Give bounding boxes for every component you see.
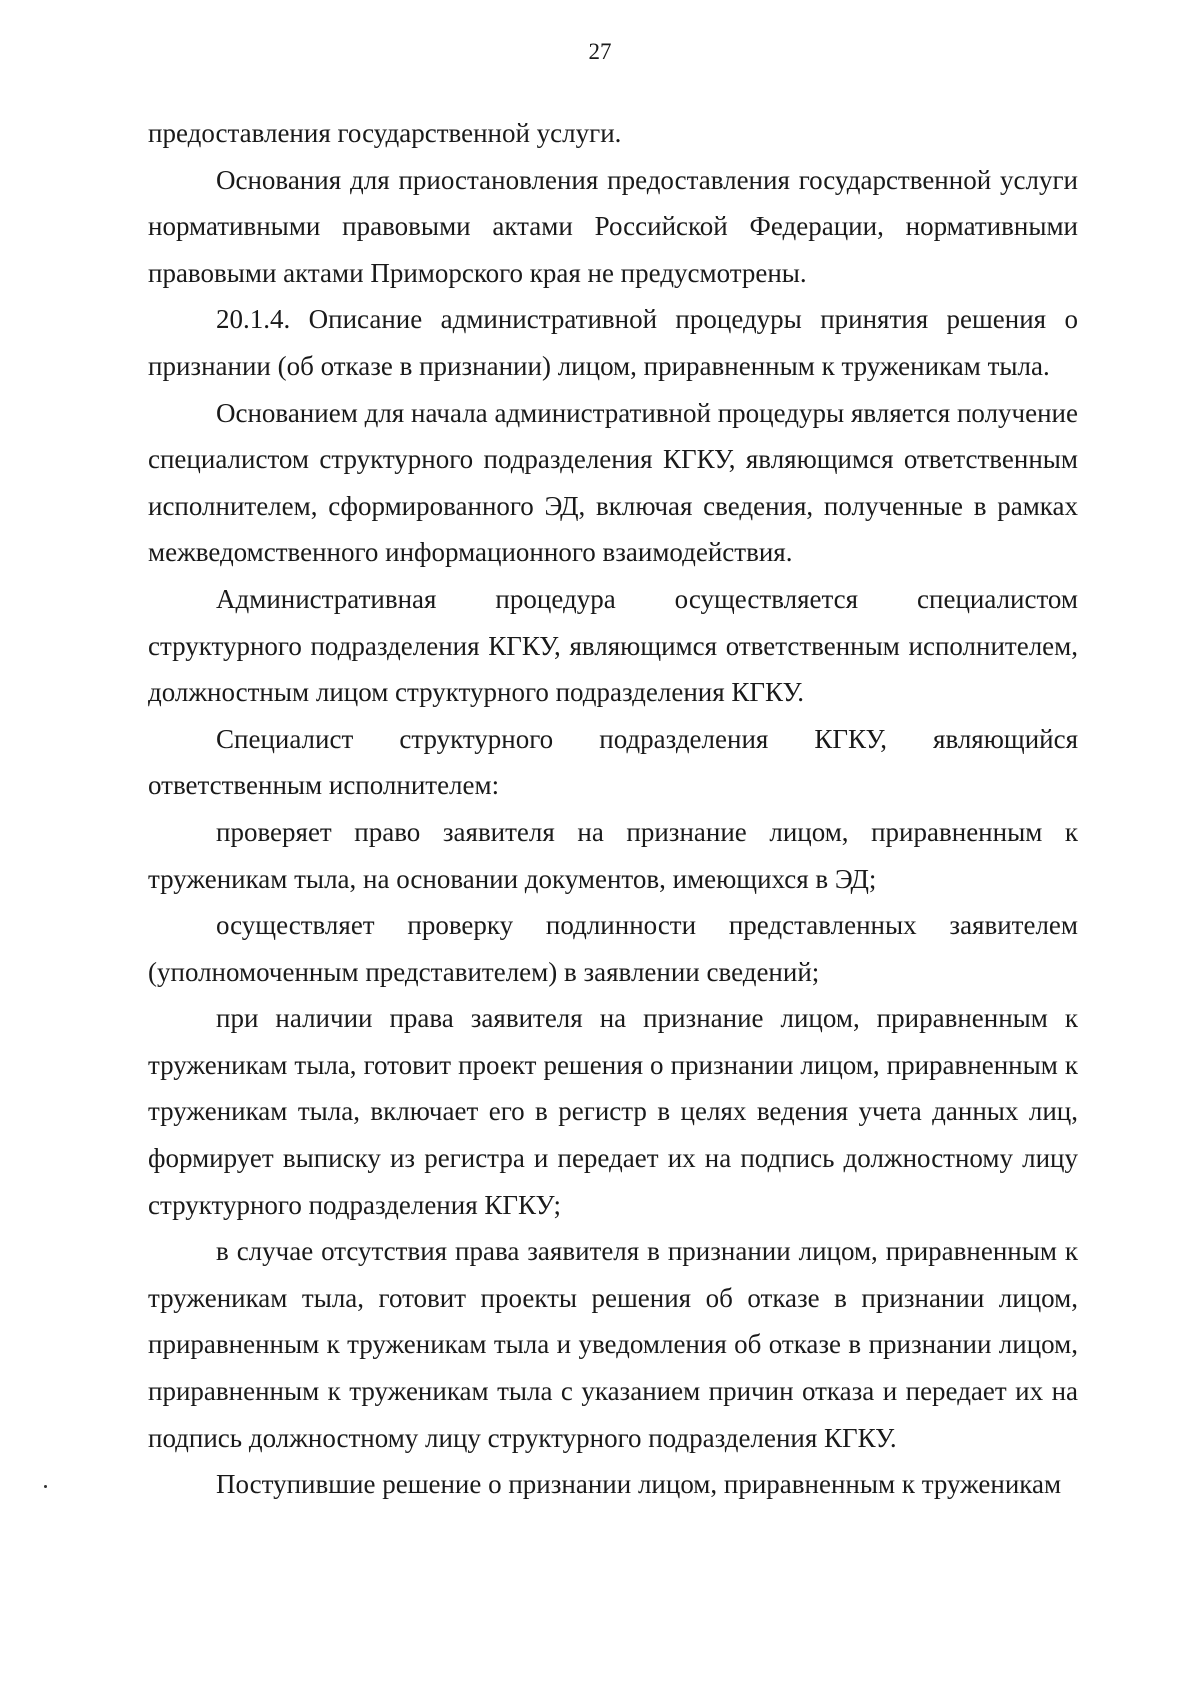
paragraph-procedure-performer: Административная процедура осуществляется специалистом структурного подразделения КГКУ, являющимся ответственным исполнителем, должностным лицом структурного подразделения КГКУ. — [148, 583, 1078, 708]
paragraph-refusal-decision: в случае отсутствия права заявителя в признании лицом, приравненным к труженикам тыла, готовит проекты решения об отказе в признании лицом, приравненным к труженикам тыла и уведомления об отказе в признании лицом, приравненным к труженикам тыла с указанием причин отказа и передает их на подпись должностному лицу структурного подразделения КГКУ. — [148, 1236, 1078, 1453]
paragraph-continuation: предоставления государственной услуги. — [148, 118, 622, 148]
paragraph-checks-authenticity: осуществляет проверку подлинности представленных заявителем (уполномоченным представителем) в заявлении сведений; — [148, 910, 1078, 987]
page-number: 27 — [588, 39, 612, 64]
paragraph-specialist-intro: Специалист структурного подразделения КГКУ, являющийся ответственным исполнителем: — [148, 723, 1078, 801]
paragraph-section-heading: 20.1.4. Описание административной процедуры принятия решения о признании (об отказе в признании) лицом, приравненным к труженикам тыла. — [148, 304, 1078, 381]
paragraph-suspension-grounds: Основания для приостановления предоставления государственной услуги нормативными правовыми актами Российской Федерации, нормативными правовыми актами Приморского края не предусмотрены. — [148, 164, 1078, 288]
paragraph-recognition-decision: при наличии права заявителя на признание лицом, приравненным к труженикам тыла, готовит проект решения о признании лицом, приравненным к труженикам тыла, включает его в регистр в целях ведения учета данных лиц, формирует выписку из регистра и передает их на подпись должностному лицу структурного подразделения КГКУ; — [148, 1003, 1078, 1220]
paragraph-checks-right: проверяет право заявителя на признание лицом, приравненным к труженикам тыла, на основании документов, имеющихся в ЭД; — [148, 816, 1078, 894]
paragraph-procedure-basis: Основанием для начала административной процедуры является получение специалистом структурного подразделения КГКУ, являющимся ответственным исполнителем, сформированного ЭД, включая сведения, полученные в рамках межведомственного информационного взаимодействия. — [148, 397, 1078, 568]
document-body — [148, 110, 1078, 1508]
paragraph-received-decision: Поступившие решение о признании лицом, приравненным к труженикам — [216, 1469, 1062, 1500]
scan-speck — [44, 1485, 47, 1488]
